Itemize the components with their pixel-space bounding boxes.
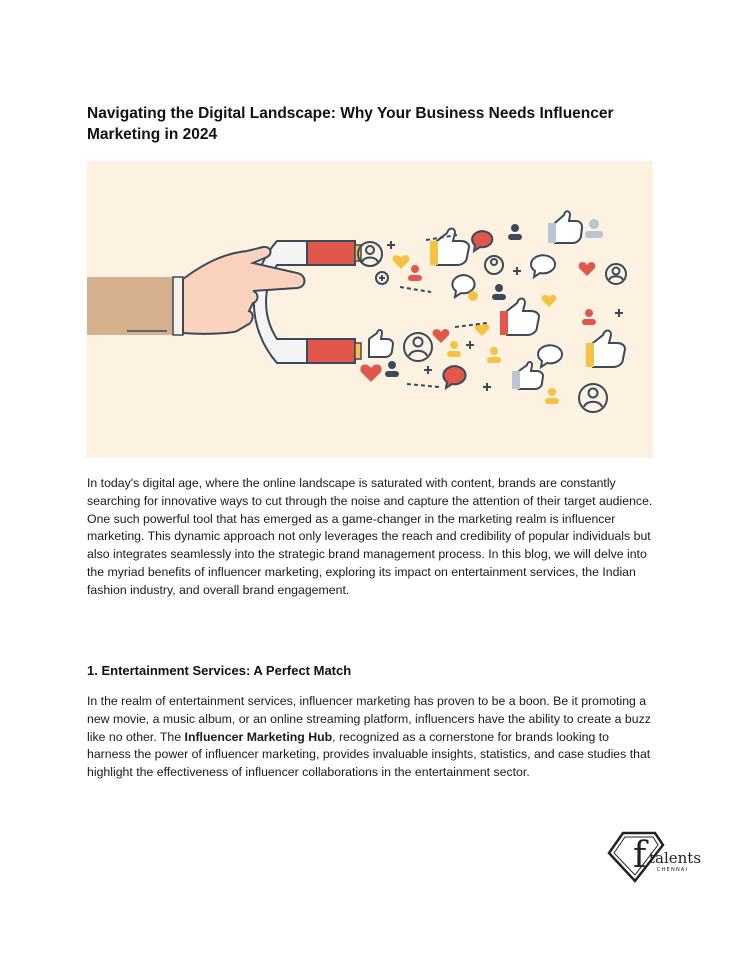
page-title: Navigating the Digital Landscape: Why Your Business Needs Influencer Marketing in 2024	[87, 105, 614, 143]
magnet-pole-bottom	[307, 339, 355, 363]
magnet-pole-top	[307, 241, 355, 265]
section-text-after: , recognized as a cornerstone for brands looking to harness the power of influencer marketing, provides invaluable insights, statistics, and case studies that highlight the effectiveness of influencer collaborations in the entertainment sector.	[87, 729, 651, 780]
logo-letter: f	[633, 835, 647, 876]
sleeve	[87, 277, 175, 335]
section-paragraph	[87, 693, 653, 782]
logo-word: talents	[649, 849, 702, 867]
intro-paragraph: In today's digital age, where the online landscape is saturated with content, brands are constantly searching for innovative ways to cut through the noise and capture the attention of their target audience. One such powerful tool that has emerged as a game-changer in the marketing realm is influencer marketing. This dynamic approach not only leverages the reach and credibility of popular individuals but also integrates seamlessly into the strategic brand management process. In this blog, we will delve into the myriad benefits of influencer marketing, exploring its impact on entertainment services, the Indian fashion industry, and overall brand engagement.	[87, 476, 653, 597]
logo-sub: CHENNAI	[657, 867, 689, 873]
cuff	[173, 277, 183, 335]
hero-illustration	[87, 161, 653, 458]
influencer-hub-link-text: Influencer Marketing Hub	[184, 729, 333, 744]
section-heading: 1. Entertainment Services: A Perfect Match	[87, 663, 352, 678]
ftalents-logo	[605, 825, 715, 885]
section-text-before: In the realm of entertainment services, influencer marketing has proven to be a boon. Be it promoting a new movie, a music album, or an online streaming platform, influencers have the ability to create a buzz like no other. The	[87, 694, 651, 744]
